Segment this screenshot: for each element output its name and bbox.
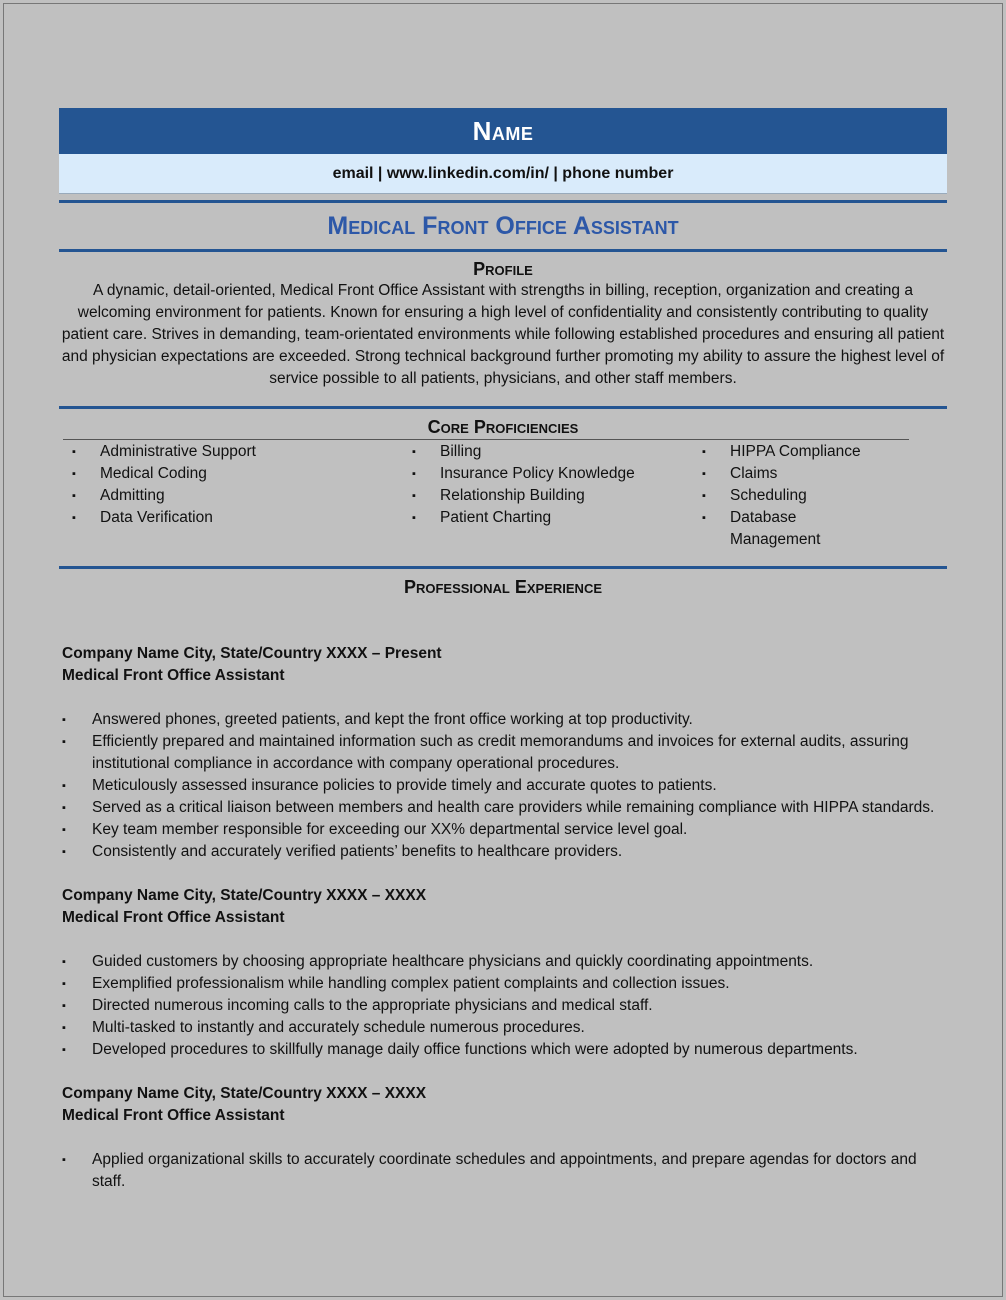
job-bullets [62,951,947,1061]
proficiency-item: ▪ Database Management [693,507,863,551]
job-bullet: ▪ Exemplified professionalism while handling complex patient complaints and collection issues. [62,973,947,995]
proficiency-item: ▪ Insurance Policy Knowledge [403,463,693,485]
proficiency-column [403,441,693,551]
job-role: Medical Front Office Assistant [62,909,285,926]
proficiency-item: ▪ Administrative Support [63,441,403,463]
job-bullet: ▪ Efficiently prepared and maintained information such as credit memorandums and invoices for external audits, assuring institutional compliance in accordance with company operational procedures. [62,731,947,775]
proficiencies-grid [63,439,909,551]
job-bullet: ▪ Consistently and accurately verified patients’ benefits to healthcare providers. [62,841,947,863]
job-bullet: ▪ Developed procedures to skillfully manage daily office functions which were adopted by numerous departments. [62,1039,947,1061]
proficiency-item: ▪ Patient Charting [403,507,693,529]
job-entry [59,885,947,1061]
proficiency-item: ▪ Relationship Building [403,485,693,507]
proficiency-item: ▪ Data Verification [63,507,403,529]
proficiency-item: ▪ Medical Coding [63,463,403,485]
job-title: Medical Front Office Assistant [327,212,679,240]
job-bullets [62,1149,947,1193]
job-bullet: ▪ Key team member responsible for exceeding our XX% departmental service level goal. [62,819,947,841]
job-entry [59,1083,947,1193]
proficiency-item: ▪ Admitting [63,485,403,507]
name-banner: Name [59,108,947,154]
profile-heading: Profile [473,259,533,279]
proficiency-item: ▪ Scheduling [693,485,863,507]
job-bullet: ▪ Applied organizational skills to accurately coordinate schedules and appointments, and prepare agendas for doctors and staff. [62,1149,947,1193]
job-bullet: ▪ Guided customers by choosing appropriate healthcare physicians and quickly coordinating appointments. [62,951,947,973]
job-entry [59,643,947,863]
job-bullet: ▪ Meticulously assessed insurance policies to provide timely and accurate quotes to patients. [62,775,947,797]
job-bullet: ▪ Multi-tasked to instantly and accurately schedule numerous procedures. [62,1017,947,1039]
job-bullet: ▪ Directed numerous incoming calls to the appropriate physicians and medical staff. [62,995,947,1017]
resume-sheet [59,108,947,1193]
proficiencies-heading: Core Proficiencies [427,417,579,437]
proficiency-item: ▪ HIPPA Compliance [693,441,863,463]
company-line: Company Name City, State/Country XXXX – Present [62,645,442,662]
proficiency-column [63,441,403,551]
job-bullet: ▪ Answered phones, greeted patients, and kept the front office working at top productivity. [62,709,947,731]
job-bullet: ▪ Served as a critical liaison between members and health care providers while remaining compliance with HIPPA standards. [62,797,947,819]
company-line: Company Name City, State/Country XXXX – XXXX [62,887,427,904]
profile-text: A dynamic, detail-oriented, Medical Front Office Assistant with strengths in billing, reception, organization and creating a welcoming environment for patients. Known for ensuring a high level of confidentiality and consistently contributing to quality patient care. Strives in demanding, team-orientated environments while following established procedures and ensuring all patient and physician expectations are exceeded. Strong technical background further promoting my ability to assure the highest level of service possible to all patients, physicians, and other staff members. [61,282,945,387]
job-role: Medical Front Office Assistant [62,1107,285,1124]
job-bullets [62,709,947,863]
company-line: Company Name City, State/Country XXXX – XXXX [62,1085,427,1102]
job-role: Medical Front Office Assistant [62,667,285,684]
proficiency-item: ▪ Claims [693,463,863,485]
experience-heading: Professional Experience [403,577,603,597]
contact-line: email | www.linkedin.com/in/ | phone number [59,154,947,194]
proficiency-column [693,441,863,551]
proficiency-item: ▪ Billing [403,441,693,463]
